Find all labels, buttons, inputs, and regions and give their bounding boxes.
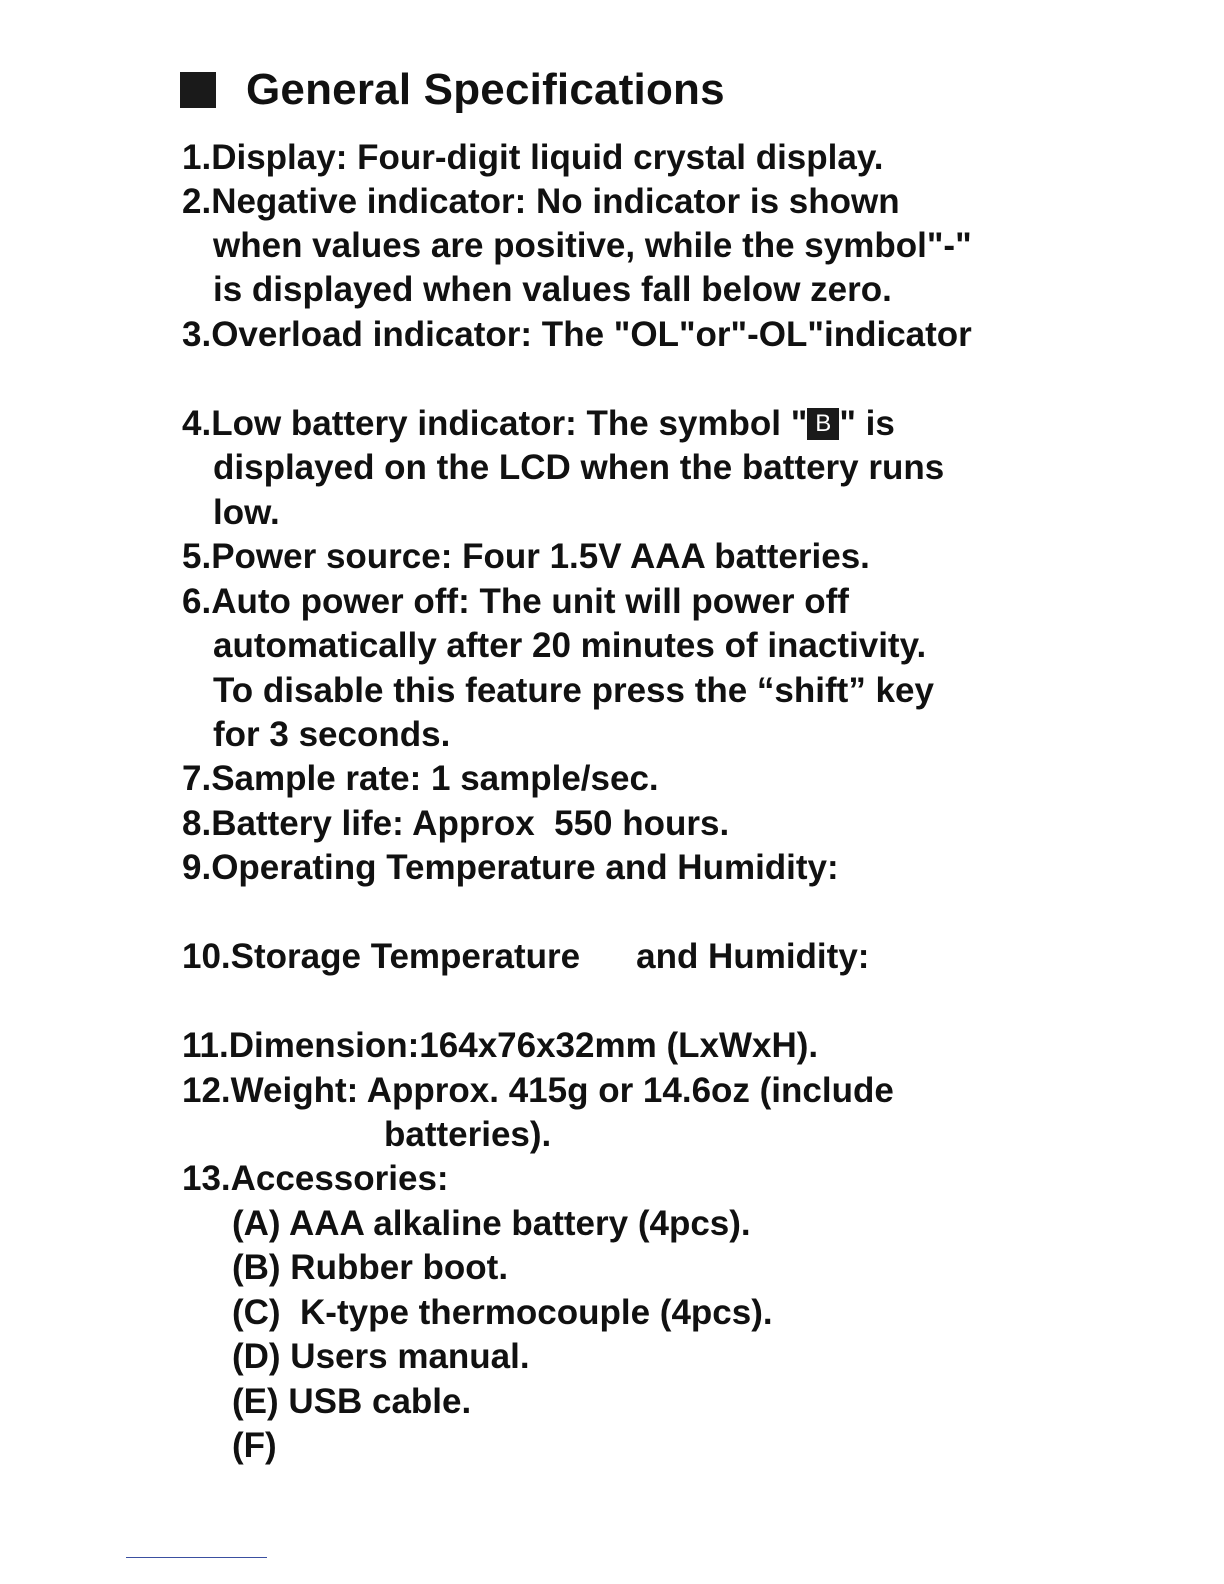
page-title: General Specifications	[246, 65, 725, 114]
spec-display: 1.Display: Four-digit liquid crystal display.	[182, 138, 884, 177]
battery-symbol-icon: B	[807, 408, 839, 440]
spec-low-battery-text-end: " is	[839, 404, 895, 443]
spec-auto-power-off-cont: To disable this feature press the “shift” key	[213, 671, 934, 710]
spec-sample-rate: 7.Sample rate: 1 sample/sec.	[182, 759, 659, 798]
accessory-item-b: (B) Rubber boot.	[232, 1248, 509, 1287]
spec-low-battery-cont: low.	[213, 493, 280, 532]
spec-storage-conditions	[182, 935, 869, 979]
spec-low-battery-indicator	[182, 402, 895, 446]
spec-dimension: 11.Dimension:164x76x32mm (LxWxH).	[182, 1026, 819, 1065]
spec-storage-humidity-label: and Humidity:	[636, 937, 870, 976]
accessory-item-a: (A) AAA alkaline battery (4pcs).	[232, 1204, 751, 1243]
spec-weight: 12.Weight: Approx. 415g or 14.6oz (include	[182, 1071, 894, 1110]
spec-battery-life: 8.Battery life: Approx 550 hours.	[182, 804, 730, 843]
section-heading	[180, 62, 725, 118]
accessory-item-c: (C) K-type thermocouple (4pcs).	[232, 1293, 773, 1332]
spec-negative-indicator-cont: when values are positive, while the symbol"-"	[213, 226, 972, 265]
spec-auto-power-off-cont: automatically after 20 minutes of inactivity.	[213, 626, 927, 665]
spec-operating-conditions: 9.Operating Temperature and Humidity:	[182, 848, 839, 887]
accessory-item-d: (D) Users manual.	[232, 1337, 530, 1376]
heading-bullet-square	[180, 72, 216, 108]
spec-accessories: 13.Accessories:	[182, 1159, 449, 1198]
accessory-item-e: (E) USB cable.	[232, 1382, 472, 1421]
accessory-item-f: (F)	[232, 1426, 277, 1465]
spec-negative-indicator-cont: is displayed when values fall below zero.	[213, 270, 892, 309]
spec-power-source: 5.Power source: Four 1.5V AAA batteries.	[182, 537, 870, 576]
spec-auto-power-off: 6.Auto power off: The unit will power off	[182, 582, 849, 621]
footer-divider	[126, 1557, 267, 1558]
spec-weight-cont: batteries).	[384, 1115, 552, 1154]
spec-low-battery-cont: displayed on the LCD when the battery runs	[213, 448, 945, 487]
spec-low-battery-text: 4.Low battery indicator: The symbol "	[182, 404, 808, 443]
spec-storage-temp-label: 10.Storage Temperature	[182, 937, 581, 976]
spec-overload-indicator: 3.Overload indicator: The "OL"or"-OL"indicator	[182, 315, 972, 354]
spec-auto-power-off-cont: for 3 seconds.	[213, 715, 451, 754]
spec-negative-indicator: 2.Negative indicator: No indicator is shown	[182, 182, 900, 221]
